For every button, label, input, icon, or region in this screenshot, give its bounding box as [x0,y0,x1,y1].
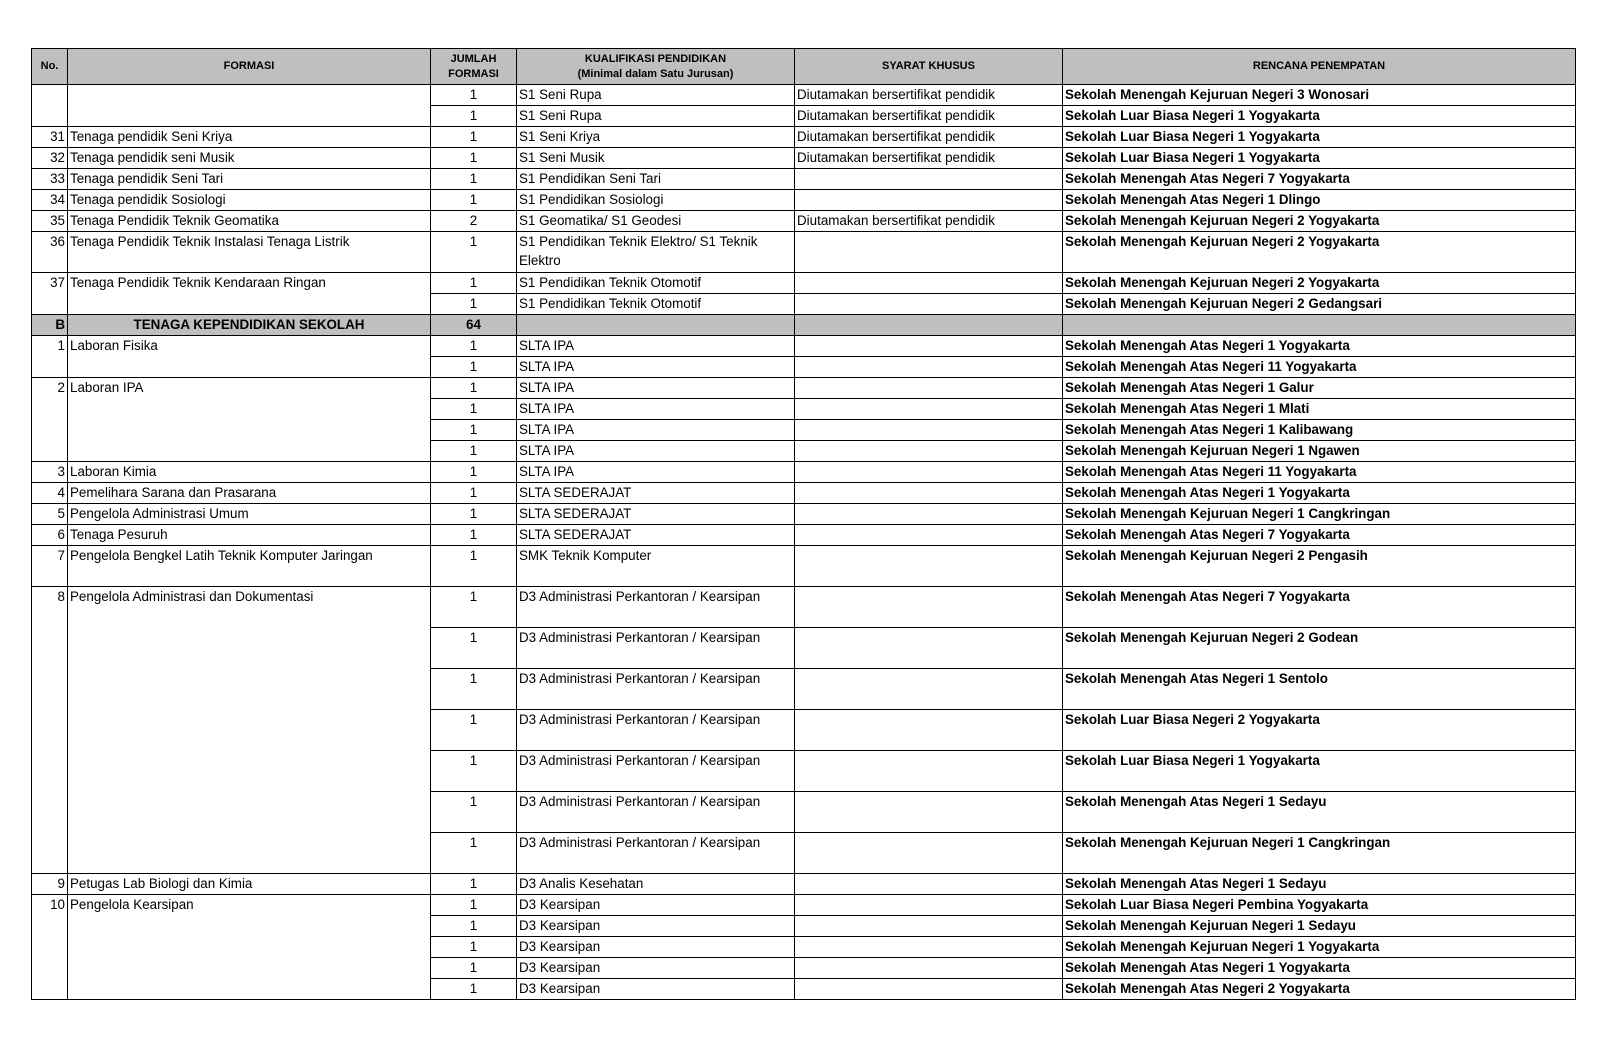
table-row [32,169,1576,190]
formasi-table [31,48,1576,1000]
cell-syarat: Diutamakan bersertifikat pendidik [795,148,1063,169]
cell-syarat [795,483,1063,504]
cell-penempatan: Sekolah Menengah Kejuruan Negeri 2 Gedangsari [1063,294,1576,315]
cell-no: 31 [32,127,68,148]
table-row [32,273,1576,294]
cell-jumlah: 1 [431,546,517,587]
table-row [32,211,1576,232]
section-row [32,315,1576,336]
cell-penempatan: Sekolah Menengah Atas Negeri 7 Yogyakarta [1063,169,1576,190]
cell-no: 9 [32,874,68,895]
cell-kualifikasi: SLTA SEDERAJAT [517,504,795,525]
header-no: No. [32,49,68,85]
cell-jumlah: 1 [431,792,517,833]
cell-kualifikasi: S1 Geomatika/ S1 Geodesi [517,211,795,232]
cell-syarat [795,232,1063,273]
cell-penempatan: Sekolah Menengah Kejuruan Negeri 1 Sedayu [1063,916,1576,937]
cell-syarat [795,399,1063,420]
table-row [32,587,1576,628]
cell-kualifikasi: S1 Seni Kriya [517,127,795,148]
table-row [32,874,1576,895]
header-rencana: RENCANA PENEMPATAN [1063,49,1576,85]
cell-no: 4 [32,483,68,504]
cell-kualifikasi: SLTA IPA [517,399,795,420]
cell-syarat [795,587,1063,628]
cell-jumlah: 1 [431,462,517,483]
cell-penempatan: Sekolah Menengah Atas Negeri 11 Yogyakarta [1063,357,1576,378]
table-row [32,525,1576,546]
cell-formasi: Laboran Fisika [68,336,431,378]
cell-kualifikasi: S1 Pendidikan Teknik Otomotif [517,294,795,315]
cell-formasi: Petugas Lab Biologi dan Kimia [68,874,431,895]
cell-kualifikasi: D3 Administrasi Perkantoran / Kearsipan [517,669,795,710]
cell-formasi: TENAGA KEPENDIDIKAN SEKOLAH [68,315,431,336]
cell-jumlah: 1 [431,628,517,669]
cell-kualifikasi: D3 Administrasi Perkantoran / Kearsipan [517,587,795,628]
cell-syarat: Diutamakan bersertifikat pendidik [795,127,1063,148]
cell-penempatan: Sekolah Menengah Kejuruan Negeri 2 Yogyakarta [1063,232,1576,273]
cell-kualifikasi: SLTA SEDERAJAT [517,483,795,504]
cell-kualifikasi: D3 Kearsipan [517,979,795,1000]
cell-kualifikasi: S1 Seni Rupa [517,85,795,106]
cell-penempatan: Sekolah Menengah Kejuruan Negeri 3 Wonosari [1063,85,1576,106]
cell-jumlah: 1 [431,273,517,294]
cell-penempatan: Sekolah Menengah Kejuruan Negeri 2 Yogyakarta [1063,211,1576,232]
cell-kualifikasi: SLTA IPA [517,357,795,378]
cell-kualifikasi: D3 Administrasi Perkantoran / Kearsipan [517,628,795,669]
header-jumlah-line2: FORMASI [448,67,499,80]
cell-penempatan: Sekolah Menengah Kejuruan Negeri 1 Cangkringan [1063,833,1576,874]
cell-no: 32 [32,148,68,169]
cell-jumlah: 1 [431,710,517,751]
cell-no: B [32,315,68,336]
cell-formasi: Laboran Kimia [68,462,431,483]
cell-no: 33 [32,169,68,190]
cell-formasi: Tenaga pendidik Sosiologi [68,190,431,211]
cell-jumlah: 1 [431,669,517,710]
table-row [32,127,1576,148]
cell-no: 2 [32,378,68,462]
cell-jumlah: 1 [431,148,517,169]
cell-no: 35 [32,211,68,232]
cell-syarat [795,441,1063,462]
cell-kualifikasi: S1 Pendidikan Teknik Elektro/ S1 Teknik Elektro [517,232,795,273]
cell-jumlah: 1 [431,85,517,106]
table-row [32,190,1576,211]
cell-penempatan: Sekolah Menengah Atas Negeri 1 Sedayu [1063,792,1576,833]
table-row [32,462,1576,483]
cell-jumlah: 1 [431,895,517,916]
cell-syarat [795,628,1063,669]
cell-no: 5 [32,504,68,525]
cell-penempatan: Sekolah Menengah Atas Negeri 11 Yogyakarta [1063,462,1576,483]
cell-formasi: Pengelola Kearsipan [68,895,431,1000]
cell-syarat [795,357,1063,378]
header-kualifikasi [517,49,795,85]
cell-jumlah: 1 [431,378,517,399]
cell-kualifikasi: SMK Teknik Komputer [517,546,795,587]
cell-jumlah: 1 [431,504,517,525]
cell-syarat [795,420,1063,441]
cell-no: 3 [32,462,68,483]
cell-no: 34 [32,190,68,211]
header-jumlah-line1: JUMLAH [450,52,497,65]
cell-no: 7 [32,546,68,587]
table-row [32,546,1576,587]
cell-kualifikasi: S1 Pendidikan Seni Tari [517,169,795,190]
cell-penempatan: Sekolah Menengah Atas Negeri 1 Kalibawang [1063,420,1576,441]
cell-kualifikasi: D3 Administrasi Perkantoran / Kearsipan [517,833,795,874]
cell-kualifikasi: D3 Kearsipan [517,895,795,916]
cell-formasi: Tenaga pendidik Seni Kriya [68,127,431,148]
cell-penempatan: Sekolah Luar Biasa Negeri Pembina Yogyakarta [1063,895,1576,916]
cell-no: 10 [32,895,68,1000]
cell-formasi: Tenaga Pendidik Teknik Instalasi Tenaga Listrik [68,232,431,273]
cell-jumlah: 1 [431,441,517,462]
cell-jumlah: 1 [431,751,517,792]
cell-penempatan: Sekolah Menengah Atas Negeri 1 Sedayu [1063,874,1576,895]
cell-syarat [795,378,1063,399]
cell-no: 1 [32,336,68,378]
cell-jumlah: 1 [431,357,517,378]
cell-formasi: Pengelola Administrasi dan Dokumentasi [68,587,431,874]
cell-penempatan: Sekolah Luar Biasa Negeri 1 Yogyakarta [1063,751,1576,792]
cell-jumlah: 1 [431,190,517,211]
cell-kualifikasi: SLTA IPA [517,378,795,399]
cell-formasi: Pengelola Administrasi Umum [68,504,431,525]
cell-penempatan: Sekolah Luar Biasa Negeri 1 Yogyakarta [1063,106,1576,127]
cell-kualifikasi: S1 Pendidikan Teknik Otomotif [517,273,795,294]
cell-syarat [795,315,1063,336]
table-row [32,483,1576,504]
cell-jumlah: 1 [431,294,517,315]
cell-penempatan: Sekolah Menengah Atas Negeri 7 Yogyakarta [1063,525,1576,546]
cell-syarat [795,525,1063,546]
header-syarat: SYARAT KHUSUS [795,49,1063,85]
cell-formasi: Tenaga Pendidik Teknik Geomatika [68,211,431,232]
cell-kualifikasi [517,315,795,336]
cell-kualifikasi: SLTA IPA [517,336,795,357]
cell-kualifikasi: D3 Kearsipan [517,916,795,937]
header-row [32,49,1576,85]
cell-syarat [795,833,1063,874]
cell-jumlah: 1 [431,525,517,546]
cell-syarat [795,792,1063,833]
cell-jumlah: 1 [431,833,517,874]
header-kualifikasi-line2: (Minimal dalam Satu Jurusan) [577,67,734,80]
cell-jumlah: 1 [431,937,517,958]
cell-formasi: Tenaga Pendidik Teknik Kendaraan Ringan [68,273,431,315]
cell-kualifikasi: SLTA IPA [517,462,795,483]
cell-jumlah: 1 [431,874,517,895]
cell-penempatan: Sekolah Menengah Kejuruan Negeri 2 Pengasih [1063,546,1576,587]
cell-syarat [795,462,1063,483]
cell-syarat: Diutamakan bersertifikat pendidik [795,211,1063,232]
cell-penempatan: Sekolah Menengah Atas Negeri 1 Yogyakarta [1063,483,1576,504]
cell-jumlah: 1 [431,916,517,937]
table-row [32,504,1576,525]
cell-no: 37 [32,273,68,315]
cell-jumlah: 1 [431,169,517,190]
cell-kualifikasi: SLTA IPA [517,441,795,462]
cell-syarat: Diutamakan bersertifikat pendidik [795,85,1063,106]
cell-kualifikasi: D3 Kearsipan [517,958,795,979]
header-kualifikasi-line1: KUALIFIKASI PENDIDIKAN [584,52,727,65]
cell-no: 6 [32,525,68,546]
cell-jumlah: 1 [431,958,517,979]
cell-kualifikasi: D3 Administrasi Perkantoran / Kearsipan [517,792,795,833]
cell-penempatan [1063,315,1576,336]
cell-jumlah: 1 [431,232,517,273]
cell-penempatan: Sekolah Menengah Atas Negeri 1 Galur [1063,378,1576,399]
cell-penempatan: Sekolah Menengah Kejuruan Negeri 2 Yogyakarta [1063,273,1576,294]
table-row [32,336,1576,357]
table-header [32,49,1576,85]
cell-jumlah: 1 [431,336,517,357]
cell-penempatan: Sekolah Menengah Atas Negeri 1 Dlingo [1063,190,1576,211]
cell-formasi: Tenaga pendidik seni Musik [68,148,431,169]
cell-formasi: Laboran IPA [68,378,431,462]
cell-penempatan: Sekolah Menengah Atas Negeri 1 Yogyakarta [1063,958,1576,979]
cell-jumlah: 1 [431,127,517,148]
cell-syarat [795,958,1063,979]
cell-no: 36 [32,232,68,273]
cell-penempatan: Sekolah Menengah Atas Negeri 2 Yogyakarta [1063,979,1576,1000]
cell-formasi: Pemelihara Sarana dan Prasarana [68,483,431,504]
header-jumlah [431,49,517,85]
cell-kualifikasi: S1 Pendidikan Sosiologi [517,190,795,211]
cell-kualifikasi: SLTA IPA [517,420,795,441]
cell-syarat [795,937,1063,958]
cell-syarat [795,874,1063,895]
cell-penempatan: Sekolah Menengah Kejuruan Negeri 1 Ngawen [1063,441,1576,462]
table-row [32,895,1576,916]
table-row [32,378,1576,399]
cell-jumlah: 1 [431,106,517,127]
cell-formasi [68,85,431,127]
cell-syarat [795,190,1063,211]
cell-formasi: Pengelola Bengkel Latih Teknik Komputer Jaringan [68,546,431,587]
cell-kualifikasi: D3 Administrasi Perkantoran / Kearsipan [517,751,795,792]
cell-penempatan: Sekolah Luar Biasa Negeri 1 Yogyakarta [1063,148,1576,169]
cell-no [32,85,68,127]
cell-penempatan: Sekolah Menengah Atas Negeri 1 Sentolo [1063,669,1576,710]
cell-penempatan: Sekolah Luar Biasa Negeri 2 Yogyakarta [1063,710,1576,751]
cell-jumlah: 64 [431,315,517,336]
cell-formasi: Tenaga Pesuruh [68,525,431,546]
cell-syarat [795,294,1063,315]
cell-syarat [795,916,1063,937]
cell-syarat [795,751,1063,792]
cell-penempatan: Sekolah Menengah Atas Negeri 7 Yogyakarta [1063,587,1576,628]
cell-kualifikasi: S1 Seni Musik [517,148,795,169]
cell-jumlah: 1 [431,420,517,441]
cell-kualifikasi: D3 Administrasi Perkantoran / Kearsipan [517,710,795,751]
cell-jumlah: 1 [431,587,517,628]
cell-formasi: Tenaga pendidik Seni Tari [68,169,431,190]
cell-jumlah: 1 [431,979,517,1000]
table-row [32,148,1576,169]
header-formasi: FORMASI [68,49,431,85]
cell-syarat [795,169,1063,190]
cell-penempatan: Sekolah Menengah Atas Negeri 1 Mlati [1063,399,1576,420]
cell-kualifikasi: D3 Kearsipan [517,937,795,958]
cell-kualifikasi: D3 Analis Kesehatan [517,874,795,895]
cell-kualifikasi: SLTA SEDERAJAT [517,525,795,546]
cell-jumlah: 1 [431,483,517,504]
cell-syarat [795,979,1063,1000]
cell-syarat [795,710,1063,751]
cell-penempatan: Sekolah Menengah Atas Negeri 1 Yogyakarta [1063,336,1576,357]
cell-kualifikasi: S1 Seni Rupa [517,106,795,127]
cell-jumlah: 1 [431,399,517,420]
cell-syarat [795,669,1063,710]
cell-syarat [795,504,1063,525]
table-row [32,85,1576,106]
cell-penempatan: Sekolah Menengah Kejuruan Negeri 1 Cangkringan [1063,504,1576,525]
cell-penempatan: Sekolah Luar Biasa Negeri 1 Yogyakarta [1063,127,1576,148]
cell-syarat [795,895,1063,916]
cell-penempatan: Sekolah Menengah Kejuruan Negeri 1 Yogyakarta [1063,937,1576,958]
cell-syarat: Diutamakan bersertifikat pendidik [795,106,1063,127]
cell-syarat [795,273,1063,294]
cell-penempatan: Sekolah Menengah Kejuruan Negeri 2 Godean [1063,628,1576,669]
cell-syarat [795,546,1063,587]
cell-no: 8 [32,587,68,874]
cell-jumlah: 2 [431,211,517,232]
cell-syarat [795,336,1063,357]
table-row [32,232,1576,273]
table-body [32,85,1576,1000]
